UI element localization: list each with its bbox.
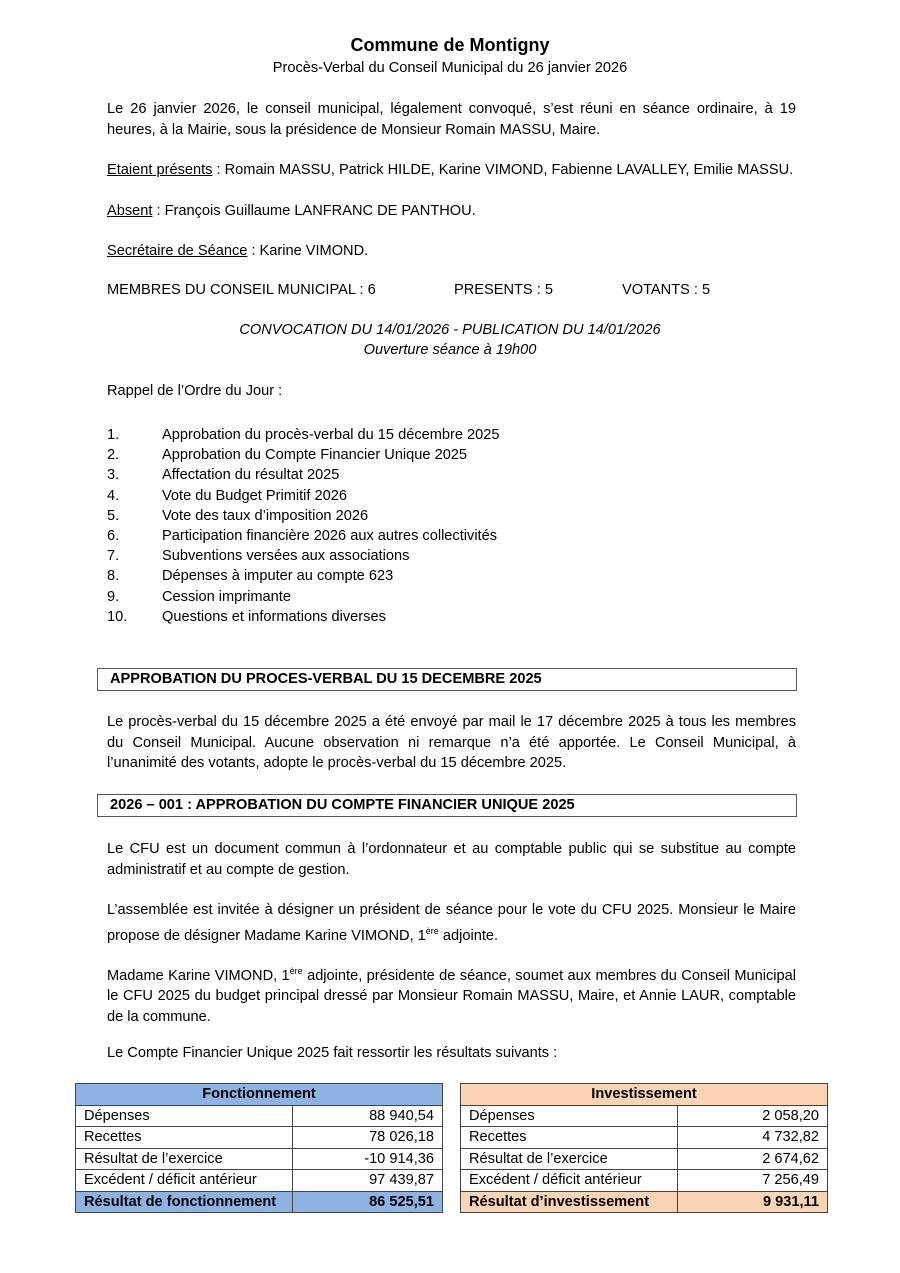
document-subtitle: Procès-Verbal du Conseil Municipal du 26 janvier 2026 [272,60,628,76]
table-row: Dépenses 2 058,20 [461,1105,828,1127]
total-row: Résultat d’investissement 9 931,11 [461,1191,828,1213]
agenda-item: 4. Vote du Budget Primitif 2026 [107,487,347,504]
absent-label: Absent [107,203,153,219]
section2-paragraph-2: L’assemblée est invitée à désigner un président de séance pour le vote du CFU 2025. Monsieur le Maire propose de désigner Madame Karine VIMOND, 1ère adjointe. [107,902,796,944]
section2-heading: 2026 – 001 : APPROBATION DU COMPTE FINANCIER UNIQUE 2025 [97,794,797,817]
absent-value: : François Guillaume LANFRANC DE PANTHOU. [152,203,476,219]
agenda-title: Rappel de l’Ordre du Jour : [107,383,283,399]
section1-text: Le procès-verbal du 15 décembre 2025 a été envoyé par mail le 17 décembre 2025 à tous les membres du Conseil Municipal. Aucune observation ni remarque n’a été apportée. Le Conseil Municipal, à l’unanimité des votants, adopte le procès-verbal du 15 décembre 2025. [107,714,796,771]
secretary [107,241,796,262]
table-row: Excédent / déficit antérieur 97 439,87 [76,1170,443,1192]
presents-count: PRESENTS : 5 [454,282,553,298]
fonctionnement-header: Fonctionnement [76,1084,443,1106]
agenda-item: 3. Affectation du résultat 2025 [107,467,340,484]
agenda-item: 1. Approbation du procès-verbal du 15 décembre 2025 [107,427,500,443]
section2-paragraph-1: Le CFU est un document commun à l’ordonnateur et au comptable public qui se substitue au compte administratif et au compte de gestion. [107,841,796,878]
opening-line: Ouverture séance à 19h00 [363,342,537,358]
intro-paragraph: Le 26 janvier 2026, le conseil municipal, légalement convoqué, s’est réuni en séance ordinaire, à 19 heures, à la Mairie, sous la présidence de Monsieur Romain MASSU, Maire. [107,101,796,138]
table-row: Résultat de l’exercice -10 914,36 [76,1148,443,1170]
investissement-table [460,1083,828,1213]
agenda-item: 7. Subventions versées aux associations [107,548,410,565]
votants-count: VOTANTS : 5 [622,282,711,298]
fonctionnement-table [75,1083,443,1213]
agenda-item: 10. Questions et informations diverses [107,608,386,625]
investissement-header: Investissement [461,1084,828,1106]
section1-heading: APPROBATION DU PROCES-VERBAL DU 15 DECEMBRE 2025 [97,668,797,691]
absent-members [107,201,796,222]
present-label: Etaient présents [107,162,213,178]
document-title: Commune de Montigny [350,35,550,55]
table-row: Excédent / déficit antérieur 7 256,49 [461,1170,828,1192]
present-members [107,160,796,181]
agenda-item: 5. Vote des taux d’imposition 2026 [107,507,369,524]
present-value: : Romain MASSU, Patrick HILDE, Karine VIMOND, Fabienne LAVALLEY, Emilie MASSU. [212,162,794,178]
secretary-value: : Karine VIMOND. [247,243,369,259]
table-row: Résultat de l’exercice 2 674,62 [461,1148,828,1170]
agenda-item: 6. Participation financière 2026 aux autres collectivités [107,527,498,544]
section2-paragraph-3: Madame Karine VIMOND, 1ère adjointe, présidente de séance, soumet aux membres du Conseil Municipal le CFU 2025 du budget principal dressé par Monsieur Romain MASSU, Maire, et Annie LAUR, comptable de la commune. [107,966,796,1025]
table-row: Dépenses 88 940,54 [76,1105,443,1127]
members-count: MEMBRES DU CONSEIL MUNICIPAL : 6 [107,282,376,298]
total-row: Résultat de fonctionnement 86 525,51 [76,1191,443,1213]
agenda-list [107,425,500,627]
table-row: Recettes 4 732,82 [461,1127,828,1149]
convocation-line: CONVOCATION DU 14/01/2026 - PUBLICATION DU 14/01/2026 [239,322,661,338]
agenda-item: 2. Approbation du Compte Financier Unique 2025 [107,447,468,464]
table-row: Recettes 78 026,18 [76,1127,443,1149]
section2-paragraph-4: Le Compte Financier Unique 2025 fait ressortir les résultats suivants : [107,1045,558,1061]
secretary-label: Secrétaire de Séance [107,243,248,259]
agenda-item: 8. Dépenses à imputer au compte 623 [107,568,394,585]
agenda-item: 9. Cession imprimante [107,588,291,605]
